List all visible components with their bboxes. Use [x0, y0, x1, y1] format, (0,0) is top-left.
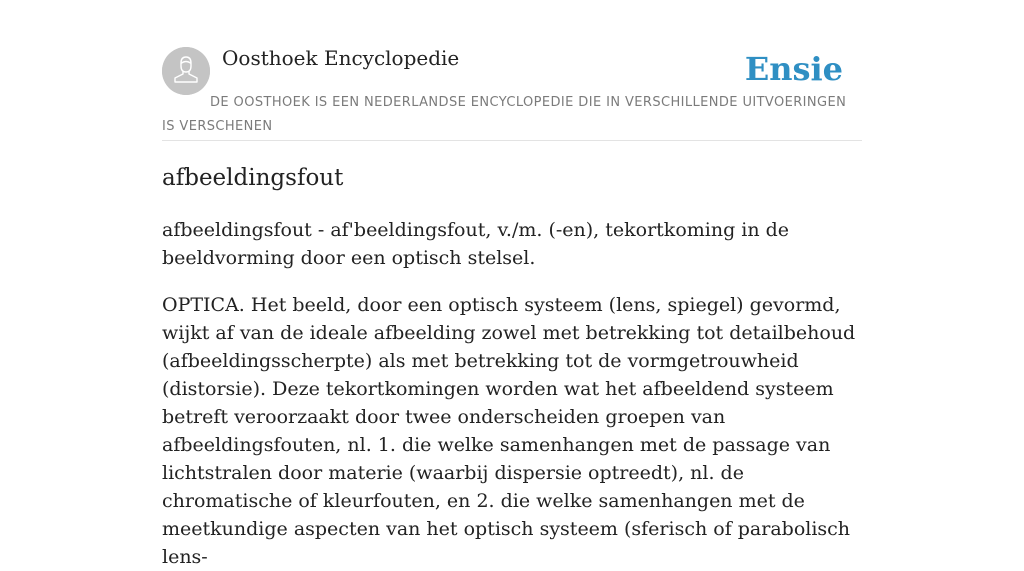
user-silhouette-icon[interactable] — [162, 47, 210, 95]
article — [162, 160, 862, 571]
site-name[interactable]: Oosthoek Encyclopedie — [222, 46, 460, 70]
article-title: afbeeldingsfout — [162, 165, 344, 191]
article-paragraph: OPTICA. Het beeld, door een optisch systeem (lens, spiegel) gevormd, wijkt af van de ideale afbeelding zowel met betrekking tot detailbehoud (afbeeldingsscherpte) als met betrekking tot de vormgetrouwheid (distorsie). Deze tekortkomingen worden wat het afbeeldend systeem betreft veroorzaakt door twee onderscheiden groepen van afbeeldingsfouten, nl. 1. die welke samenhangen met de passage van lichtstralen door materie (waarbij dispersie optreedt), nl. de chromatische of kleurfouten, en 2. die welke samenhangen met de meetkundige aspecten van het optisch systeem (sferisch of parabolisch lens- — [162, 294, 856, 568]
site-tagline: DE OOSTHOEK IS EEN NEDERLANDSE ENCYCLOPEDIE DIE IN VERSCHILLENDE UITVOERINGEN IS VERSCHENEN — [162, 95, 847, 134]
site-header — [162, 46, 862, 141]
article-paragraph: afbeeldingsfout - af'beeldingsfout, v./m. (-en), tekortkoming in de beeldvorming door een optisch stelsel. — [162, 219, 790, 269]
brand-logo[interactable]: Ensie — [744, 50, 843, 88]
